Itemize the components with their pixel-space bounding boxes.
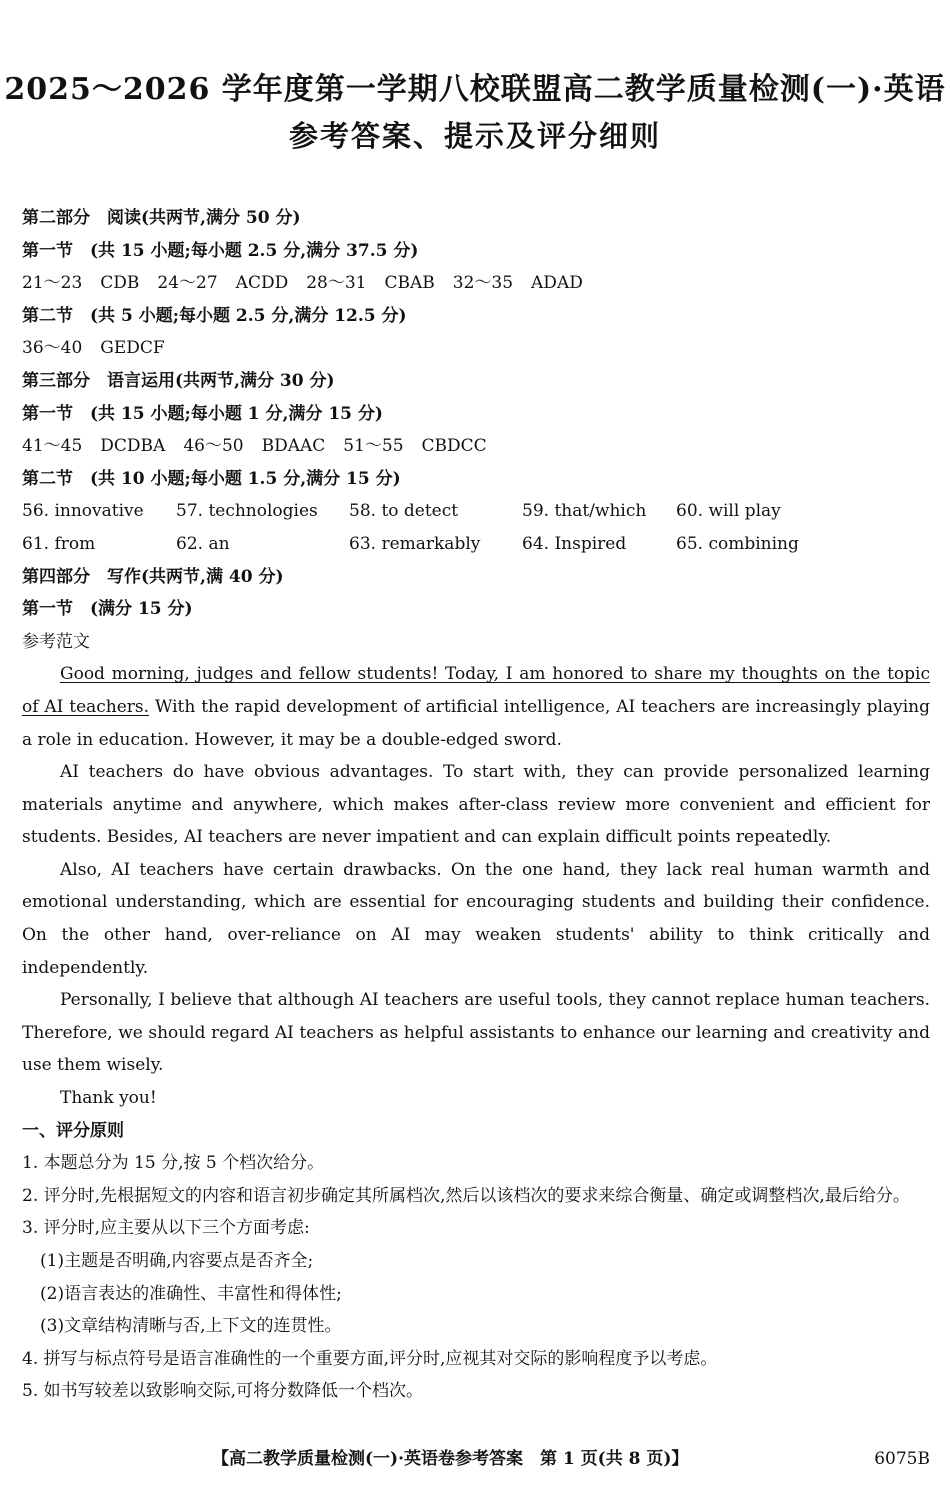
fill-answer: 56. innovative [22, 501, 144, 522]
grading-item-4: 4. 拼写与标点符号是语言准确性的一个重要方面,评分时,应视其对交际的影响程度予以考虑。 [22, 1348, 718, 1369]
part2-sec2-heading: 第二节 (共 5 小题;每小题 2.5 分,满分 12.5 分) [22, 305, 407, 326]
fill-answer: 58. to detect [349, 501, 459, 522]
sample-essay-label: 参考范文 [22, 631, 90, 652]
fill-answer: 63. remarkably [349, 533, 481, 554]
footer-text: 【高二教学质量检测(一)·英语卷参考答案 第 1 页(共 8 页)】 [212, 1449, 689, 1469]
essay-paragraph-4-text: Personally, I believe that although AI teachers are useful tools, they cannot replace human teachers. Therefore, we should regard AI teachers as helpful assistants to enhance our learning and creativity and use them wisely. [22, 990, 930, 1076]
fill-answer: 64. Inspired [522, 533, 627, 554]
part2-sec1-heading: 第一节 (共 15 小题;每小题 2.5 分,满分 37.5 分) [22, 240, 419, 261]
document-title: 2025～2026 学年度第一学期八校联盟高二教学质量检测(一)·英语 [4, 72, 946, 107]
part4-sec1-heading: 第一节 (满分 15 分) [22, 599, 193, 620]
document-body [22, 202, 930, 1408]
grading-item-2 [22, 1180, 930, 1213]
grading-item-2-text: 2. 评分时,先根据短文的内容和语言初步确定其所属档次,然后以该档次的要求来综合衡量、确定或调整档次,最后给分。 [22, 1185, 910, 1206]
answer-letters: DCDBA [100, 436, 166, 457]
part3-heading: 第三部分 语言运用(共两节,满分 30 分) [22, 370, 335, 391]
answer-letters: ACDD [235, 273, 289, 294]
part2-heading: 第二部分 阅读(共两节,满分 50 分) [22, 208, 301, 228]
part4-heading: 第四部分 写作(共两节,满 40 分) [22, 566, 284, 587]
essay-paragraph-5 [22, 1082, 930, 1115]
document-code: 6075B [874, 1449, 930, 1469]
fill-answer: 57. technologies [176, 501, 318, 522]
answer-letters: CDB [100, 273, 140, 294]
grading-item-5: 5. 如书写较差以致影响交际,可将分数降低一个档次。 [22, 1381, 424, 1402]
answer-letters: CBDCC [421, 436, 487, 457]
document-subtitle: 参考答案、提示及评分细则 [288, 119, 661, 153]
answer-range: 41～45 [22, 436, 83, 457]
fill-answer: 60. will play [676, 501, 781, 522]
grading-item-3-sub-3: (3)文章结构清晰与否,上下文的连贯性。 [40, 1316, 342, 1337]
essay-paragraph-4 [22, 984, 930, 1082]
answer-range: 32～35 [452, 273, 514, 294]
fill-answer: 62. an [176, 533, 230, 554]
essay-paragraph-1-rest: With the rapid development of artificial intelligence, AI teachers are increasingly playing a role in education. However, it may be a double-edged sword. [22, 696, 931, 750]
fill-answer: 59. that/which [522, 501, 647, 522]
grading-item-3-sub-2: (2)语言表达的准确性、丰富性和得体性; [40, 1283, 342, 1304]
essay-paragraph-1 [22, 658, 930, 756]
answer-range: 24～27 [157, 273, 218, 294]
essay-opening-underlined: Good morning, judges and fellow students! Today, I am honored to share my thoughts on the topic of AI teachers. [22, 664, 930, 717]
answer-letters: ADAD [531, 273, 583, 294]
fill-answer: 65. combining [676, 533, 799, 554]
grading-heading: 一、评分原则 [22, 1120, 124, 1141]
essay-paragraph-2 [22, 756, 930, 854]
part3-sec2-row2 [22, 528, 930, 561]
part3-sec2-row1 [22, 495, 930, 528]
fill-answer: 61. from [22, 533, 96, 554]
answer-range: 28～31 [306, 273, 367, 294]
part2-sec1-answers [22, 267, 930, 300]
answer-range: 46～50 [183, 436, 244, 457]
answer-letters: GEDCF [100, 338, 165, 359]
grading-item-1: 1. 本题总分为 15 分,按 5 个档次给分。 [22, 1153, 325, 1174]
answer-range: 36～40 [22, 338, 83, 359]
page-footer [0, 1444, 950, 1474]
answer-letters: CBAB [384, 273, 435, 294]
part2-sec2-answers [22, 332, 930, 365]
answer-range: 51～55 [343, 436, 404, 457]
part3-sec1-heading: 第一节 (共 15 小题;每小题 1 分,满分 15 分) [22, 403, 383, 424]
grading-item-3-sub-1: (1)主题是否明确,内容要点是否齐全; [40, 1251, 314, 1271]
essay-paragraph-3 [22, 854, 930, 984]
part3-sec2-heading: 第二节 (共 10 小题;每小题 1.5 分,满分 15 分) [22, 468, 401, 489]
part3-sec1-answers [22, 430, 930, 463]
grading-item-3: 3. 评分时,应主要从以下三个方面考虑: [22, 1218, 310, 1239]
answer-letters: BDAAC [261, 436, 326, 457]
essay-paragraph-2-text: AI teachers do have obvious advantages. To start with, they can provide personalized learning materials anytime and anywhere, which makes after-class review more convenient and efficient for students. Besides, AI teachers are never impatient and can explain difficult points repeatedly. [22, 762, 930, 848]
essay-paragraph-3-text: Also, AI teachers have certain drawbacks. On the one hand, they lack real human warmth and emotional understanding, which are essential for encouraging students and building their confidence. On the other hand, over-reliance on AI may weaken students' ability to think critically and independently. [22, 859, 930, 978]
essay-paragraph-5-text: Thank you! [60, 1088, 157, 1109]
answer-range: 21～23 [22, 273, 83, 294]
